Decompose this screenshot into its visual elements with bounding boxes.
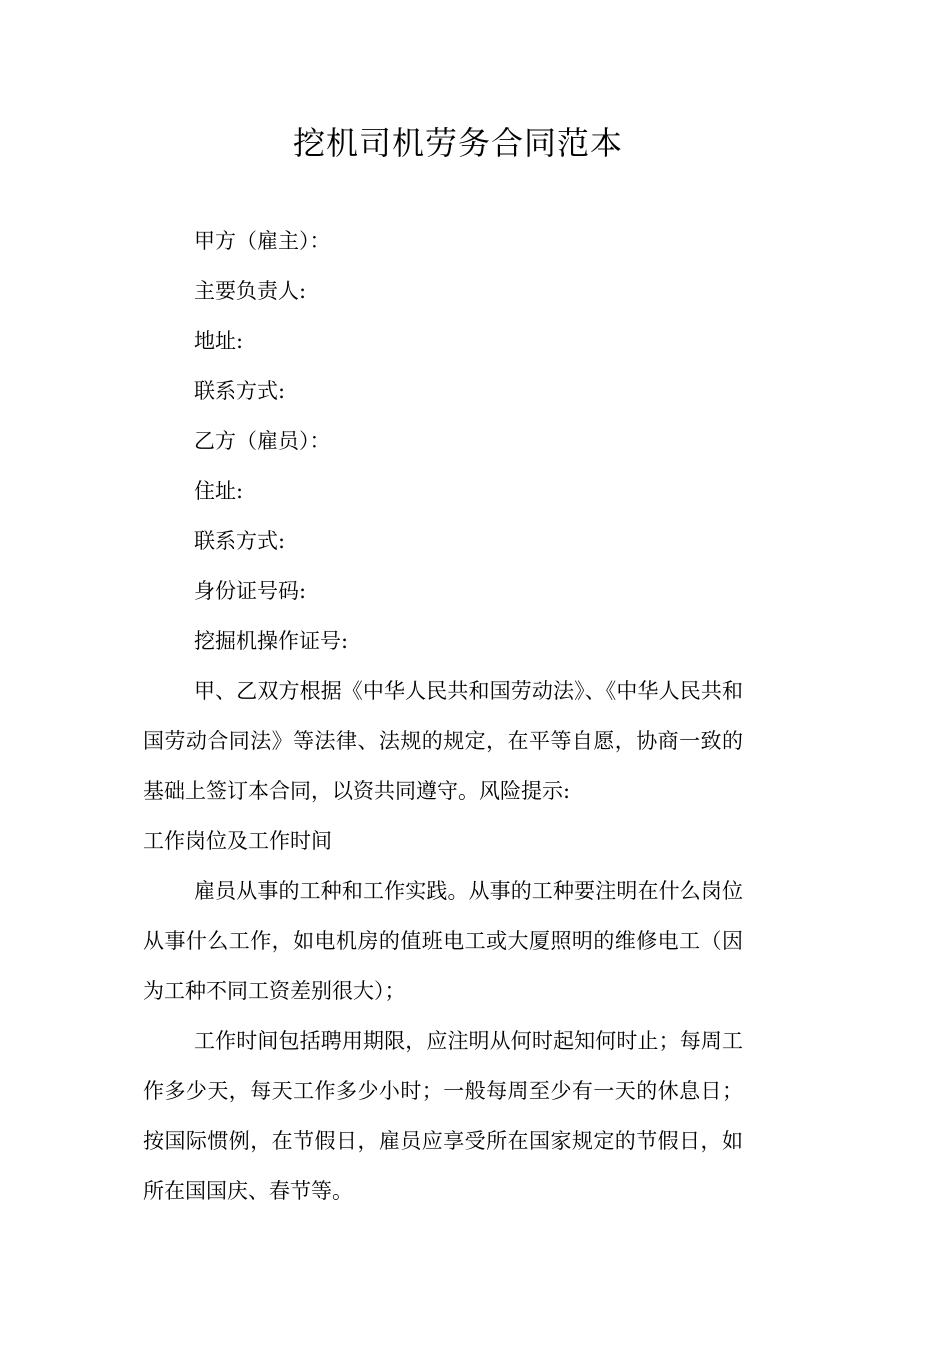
paragraph-working-hours: 工作时间包括聘用期限，应注明从何时起知何时止；每周工作多少天，每天工作多少小时；一般每周至少有一天的休息日；按国际惯例，在节假日，雇员应享受所在国家规定的节假日，如所在国国庆、春节等。 xyxy=(143,1029,743,1203)
paragraph-preamble: 甲、乙双方根据《中华人民共和国劳动法》、《中华人民共和国劳动合同法》等法律、法规的规定，在平等自愿，协商一致的基础上签订本合同，以资共同遵守。风险提示: xyxy=(143,679,743,803)
paragraph-job-type: 雇员从事的工种和工作实践。从事的工种要注明在什么岗位从事什么工作，如电机房的值班电工或大厦照明的维修电工（因为工种不同工资差别很大）； xyxy=(143,879,743,1003)
field-party-b: 乙方（雇员）： xyxy=(194,429,331,453)
field-excavator-license: 挖掘机操作证号: xyxy=(194,629,349,653)
field-responsible-person: 主要负责人: xyxy=(194,279,307,303)
document-title: 挖机司机劳务合同范本 xyxy=(292,124,623,162)
field-id-number: 身份证号码: xyxy=(194,579,307,603)
section-heading: 工作岗位及工作时间 xyxy=(143,829,332,853)
field-party-a-contact: 联系方式: xyxy=(194,379,286,403)
field-party-b-residence: 住址: xyxy=(194,479,244,503)
party-info-fields xyxy=(194,216,348,666)
field-party-b-contact: 联系方式: xyxy=(194,529,286,553)
contract-body xyxy=(143,666,743,1216)
field-party-a: 甲方（雇主）： xyxy=(194,229,331,253)
field-party-a-address: 地址: xyxy=(194,329,244,353)
